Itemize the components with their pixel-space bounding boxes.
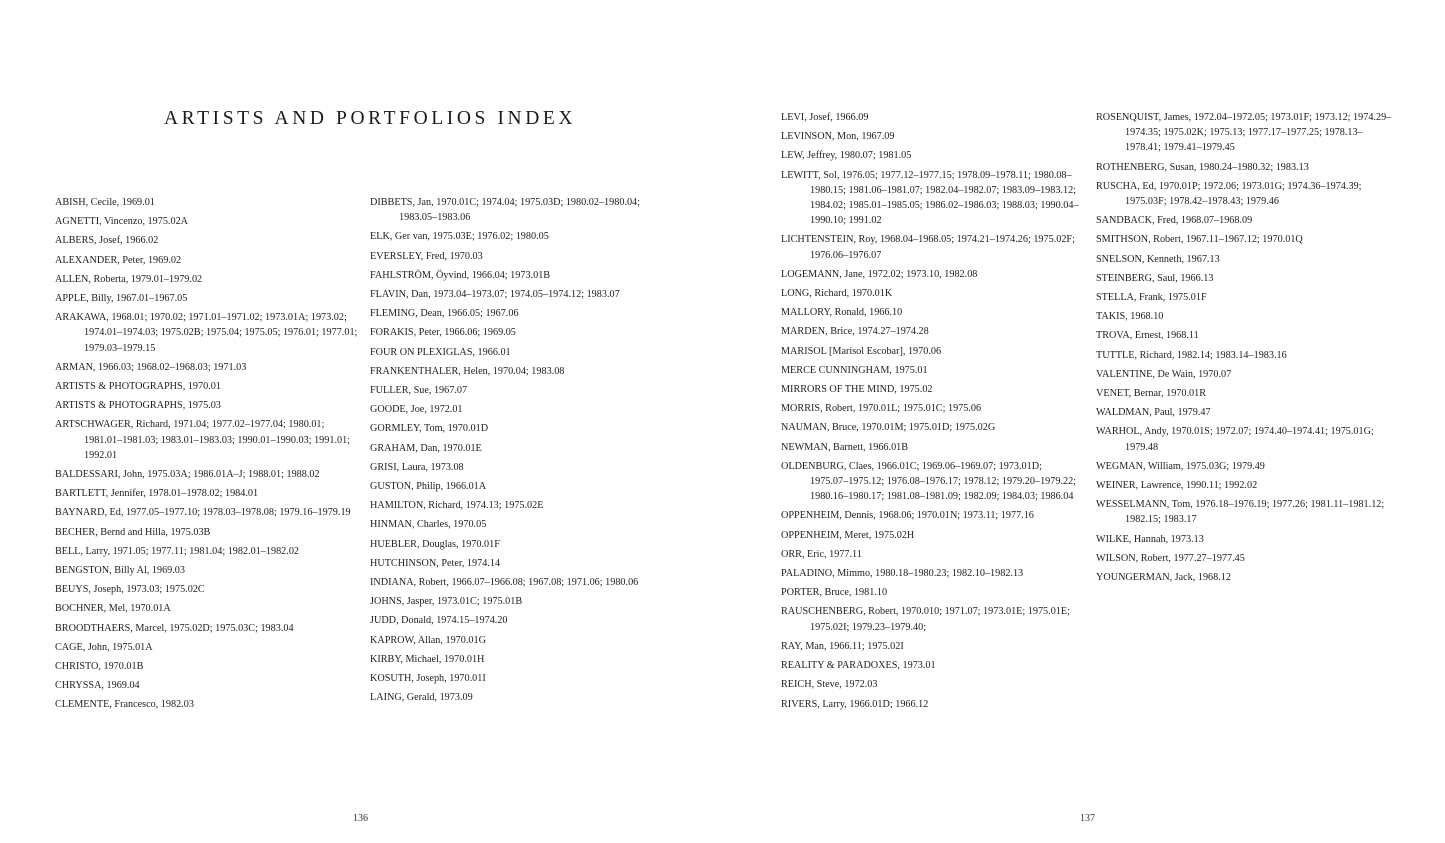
index-column-3 bbox=[781, 110, 1081, 716]
index-entry: EVERSLEY, Fred, 1970.03 bbox=[370, 250, 483, 262]
index-entry: APPLE, Billy, 1967.01–1967.05 bbox=[55, 293, 188, 305]
index-entry: NAUMAN, Bruce, 1970.01M; 1975.01D; 1975.02G bbox=[781, 422, 996, 434]
index-entry: KAPROW, Allan, 1970.01G bbox=[370, 634, 486, 646]
index-entry: SMITHSON, Robert, 1967.11–1967.12; 1970.01Q bbox=[1096, 234, 1303, 246]
index-entry: MALLORY, Ronald, 1966.10 bbox=[781, 307, 903, 319]
index-entry: ROSENQUIST, James, 1972.04–1972.05; 1973.01F; 1973.12; 1974.29–1974.35; 1975.02K; 1975.13; 1977.17–1977.25; 1978.13–1978.41; 1979.41–1979.45 bbox=[1096, 112, 1392, 154]
index-entry: WILKE, Hannah, 1973.13 bbox=[1096, 533, 1204, 545]
index-entry: REALITY & PARADOXES, 1973.01 bbox=[781, 660, 936, 672]
index-entry: MERCE CUNNINGHAM, 1975.01 bbox=[781, 364, 928, 376]
index-entry: LEVI, Josef, 1966.09 bbox=[781, 112, 869, 123]
index-column-1 bbox=[55, 195, 360, 717]
index-entry: SANDBACK, Fred, 1968.07–1968.09 bbox=[1096, 215, 1253, 227]
index-entry: WILSON, Robert, 1977.27–1977.45 bbox=[1096, 552, 1245, 564]
index-entry: WEINER, Lawrence, 1990.11; 1992.02 bbox=[1096, 480, 1258, 492]
index-entry: JOHNS, Jasper, 1973.01C; 1975.01B bbox=[370, 596, 523, 608]
index-entry: BENGSTON, Billy Al, 1969.03 bbox=[55, 565, 185, 577]
index-entry: BOCHNER, Mel, 1970.01A bbox=[55, 603, 171, 615]
index-entry: GOODE, Joe, 1972.01 bbox=[370, 404, 463, 416]
index-entry: BEUYS, Joseph, 1973.03; 1975.02C bbox=[55, 584, 205, 596]
index-column-4 bbox=[1096, 110, 1396, 589]
page-number-left: 136 bbox=[353, 813, 368, 824]
index-entry: ALBERS, Josef, 1966.02 bbox=[55, 235, 159, 247]
index-entry: PALADINO, Mimmo, 1980.18–1980.23; 1982.10–1982.13 bbox=[781, 568, 1024, 580]
index-entry: BARTLETT, Jennifer, 1978.01–1978.02; 1984.01 bbox=[55, 488, 259, 500]
index-column-2 bbox=[370, 195, 670, 709]
index-entry: GUSTON, Philip, 1966.01A bbox=[370, 481, 487, 493]
index-entry: MORRIS, Robert, 1970.01L; 1975.01C; 1975.06 bbox=[781, 403, 982, 415]
index-entry: VALENTINE, De Wain, 1970.07 bbox=[1096, 368, 1232, 380]
index-entry: REICH, Steve, 1972.03 bbox=[781, 679, 878, 691]
page-title: ARTISTS AND PORTFOLIOS INDEX bbox=[164, 108, 577, 129]
index-entry: CHRISTO, 1970.01B bbox=[55, 661, 144, 673]
index-entry: GORMLEY, Tom, 1970.01D bbox=[370, 423, 489, 435]
index-entry: TUTTLE, Richard, 1982.14; 1983.14–1983.16 bbox=[1096, 349, 1287, 361]
index-entry: WEGMAN, William, 1975.03G; 1979.49 bbox=[1096, 460, 1265, 472]
index-entry: ARTISTS & PHOTOGRAPHS, 1975.03 bbox=[55, 400, 221, 412]
index-entry: FLEMING, Dean, 1966.05; 1967.06 bbox=[370, 308, 519, 320]
index-entry: HUEBLER, Douglas, 1970.01F bbox=[370, 538, 500, 550]
index-entry: KIRBY, Michael, 1970.01H bbox=[370, 653, 485, 665]
index-entry: LICHTENSTEIN, Roy, 1968.04–1968.05; 1974.21–1974.26; 1975.02F; 1976.06–1976.07 bbox=[781, 234, 1075, 261]
index-entry: AGNETTI, Vincenzo, 1975.02A bbox=[55, 216, 189, 228]
index-entry: ROTHENBERG, Susan, 1980.24–1980.32; 1983.13 bbox=[1096, 161, 1309, 173]
index-entry: INDIANA, Robert, 1966.07–1966.08; 1967.08; 1971.06; 1980.06 bbox=[370, 577, 639, 589]
index-entry: ABISH, Cecile, 1969.01 bbox=[55, 197, 155, 208]
index-entry: GRISI, Laura, 1973.08 bbox=[370, 461, 464, 473]
index-entry: KOSUTH, Joseph, 1970.01I bbox=[370, 673, 486, 685]
index-entry: LEVINSON, Mon, 1967.09 bbox=[781, 131, 895, 143]
index-entry: WALDMAN, Paul, 1979.47 bbox=[1096, 407, 1211, 419]
index-entry: MIRRORS OF THE MIND, 1975.02 bbox=[781, 384, 933, 396]
index-entry: LOGEMANN, Jane, 1972.02; 1973.10, 1982.08 bbox=[781, 268, 978, 280]
index-entry: SNELSON, Kenneth, 1967.13 bbox=[1096, 253, 1220, 265]
index-entry: OPPENHEIM, Dennis, 1968.06; 1970.01N; 1973.11; 1977.16 bbox=[781, 510, 1034, 522]
index-entry: WESSELMANN, Tom, 1976.18–1976.19; 1977.26; 1981.11–1981.12; 1982.15; 1983.17 bbox=[1096, 499, 1385, 526]
index-entry: YOUNGERMAN, Jack, 1968.12 bbox=[1096, 572, 1231, 584]
index-entry: FOUR ON PLEXIGLAS, 1966.01 bbox=[370, 346, 511, 358]
index-entry: LEW, Jeffrey, 1980.07; 1981.05 bbox=[781, 150, 912, 162]
index-entry: FULLER, Sue, 1967.07 bbox=[370, 385, 468, 397]
index-entry: RUSCHA, Ed, 1970.01P; 1972.06; 1973.01G; 1974.36–1974.39; 1975.03F; 1978.42–1978.43; 1979.46 bbox=[1096, 180, 1362, 208]
index-entry: OPPENHEIM, Meret, 1975.02H bbox=[781, 529, 915, 541]
index-entry: LONG, Richard, 1970.01K bbox=[781, 288, 893, 300]
index-entry: STEINBERG, Saul, 1966.13 bbox=[1096, 272, 1214, 284]
index-entry: OLDENBURG, Claes, 1966.01C; 1969.06–1969.07; 1973.01D; 1975.07–1975.12; 1976.08–1976.17; 1978.12; 1979.20–1979.22; 1980.16–1980.17; 1981.08–1981.09; 1982.09; 1984.03; 1986.04 bbox=[781, 460, 1077, 503]
page-number-right: 137 bbox=[1080, 813, 1095, 824]
index-entry: MARDEN, Brice, 1974.27–1974.28 bbox=[781, 326, 929, 338]
index-entry: TROVA, Ernest, 1968.11 bbox=[1096, 330, 1199, 342]
index-entry: LAING, Gerald, 1973.09 bbox=[370, 692, 473, 704]
index-entry: BAYNARD, Ed, 1977.05–1977.10; 1978.03–1978.08; 1979.16–1979.19 bbox=[55, 507, 351, 519]
index-entry: ARTISTS & PHOTOGRAPHS, 1970.01 bbox=[55, 381, 221, 393]
index-entry: STELLA, Frank, 1975.01F bbox=[1096, 292, 1207, 304]
index-entry: FAHLSTRÖM, Öyvind, 1966.04; 1973.01B bbox=[370, 269, 551, 281]
index-entry: TAKIS, 1968.10 bbox=[1096, 311, 1164, 323]
index-entry: CAGE, John, 1975.01A bbox=[55, 641, 153, 653]
index-entry: JUDD, Donald, 1974.15–1974.20 bbox=[370, 615, 508, 627]
index-entry: WARHOL, Andy, 1970.01S; 1972.07; 1974.40–1974.41; 1975.01G; 1979.48 bbox=[1096, 426, 1374, 453]
index-entry: ELK, Ger van, 1975.03E; 1976.02; 1980.05 bbox=[370, 231, 549, 243]
index-entry: ARAKAWA, 1968.01; 1970.02; 1971.01–1971.02; 1973.01A; 1973.02; 1974.01–1974.03; 1975.02B; 1975.04; 1975.05; 1976.01; 1977.01; 1979.03–1979.15 bbox=[55, 312, 358, 354]
index-entry: FRANKENTHALER, Helen, 1970.04; 1983.08 bbox=[370, 365, 565, 377]
index-entry: DIBBETS, Jan, 1970.01C; 1974.04; 1975.03D; 1980.02–1980.04; 1983.05–1983.06 bbox=[370, 197, 640, 224]
index-entry: BECHER, Bernd and Hilla, 1975.03B bbox=[55, 526, 211, 538]
index-entry: LEWITT, Sol, 1976.05; 1977.12–1977.15; 1978.09–1978.11; 1980.08–1980.15; 1981.06–1981.07; 1982.04–1982.07; 1983.09–1983.12; 1984.02; 1985.01–1985.05; 1986.02–1986.03; 1988.03; 1990.04–1990.10; 1991.02 bbox=[781, 169, 1079, 227]
index-entry: BELL, Larry, 1971.05; 1977.11; 1981.04; 1982.01–1982.02 bbox=[55, 545, 300, 557]
index-entry: ALLEN, Roberta, 1979.01–1979.02 bbox=[55, 273, 203, 285]
index-entry: RIVERS, Larry, 1966.01D; 1966.12 bbox=[781, 698, 929, 710]
index-entry: MARISOL [Marisol Escobar], 1970.06 bbox=[781, 345, 942, 357]
index-entry: FORAKIS, Peter, 1966.06; 1969.05 bbox=[370, 327, 516, 339]
index-entry: CHRYSSA, 1969.04 bbox=[55, 680, 140, 692]
index-entry: VENET, Bernar, 1970.01R bbox=[1096, 388, 1207, 400]
index-entry: GRAHAM, Dan, 1970.01E bbox=[370, 442, 482, 454]
index-entry: HINMAN, Charles, 1970.05 bbox=[370, 519, 487, 531]
index-entry: BALDESSARI, John, 1975.03A; 1986.01A–J; 1988.01; 1988.02 bbox=[55, 469, 320, 481]
index-entry: PORTER, Bruce, 1981.10 bbox=[781, 587, 888, 599]
index-entry: ORR, Eric, 1977.11 bbox=[781, 548, 862, 560]
index-entry: ALEXANDER, Peter, 1969.02 bbox=[55, 254, 182, 266]
index-entry: HAMILTON, Richard, 1974.13; 1975.02E bbox=[370, 500, 544, 512]
index-entry: BROODTHAERS, Marcel, 1975.02D; 1975.03C; 1983.04 bbox=[55, 622, 294, 634]
index-entry: NEWMAN, Barnett, 1966.01B bbox=[781, 441, 909, 453]
index-entry: ARMAN, 1966.03; 1968.02–1968.03; 1971.03 bbox=[55, 361, 247, 373]
index-entry: CLEMENTE, Francesco, 1982.03 bbox=[55, 699, 194, 711]
index-entry: FLAVIN, Dan, 1973.04–1973.07; 1974.05–1974.12; 1983.07 bbox=[370, 289, 620, 301]
index-entry: HUTCHINSON, Peter, 1974.14 bbox=[370, 557, 501, 569]
index-entry: RAUSCHENBERG, Robert, 1970.010; 1971.07; 1973.01E; 1975.01E; 1975.02I; 1979.23–1979.40; bbox=[781, 606, 1070, 633]
index-entry: RAY, Man, 1966.11; 1975.02I bbox=[781, 640, 904, 652]
index-entry: ARTSCHWAGER, Richard, 1971.04; 1977.02–1977.04; 1980.01; 1981.01–1981.03; 1983.01–1983.03; 1990.01–1990.03; 1991.01; 1992.01 bbox=[55, 419, 351, 461]
